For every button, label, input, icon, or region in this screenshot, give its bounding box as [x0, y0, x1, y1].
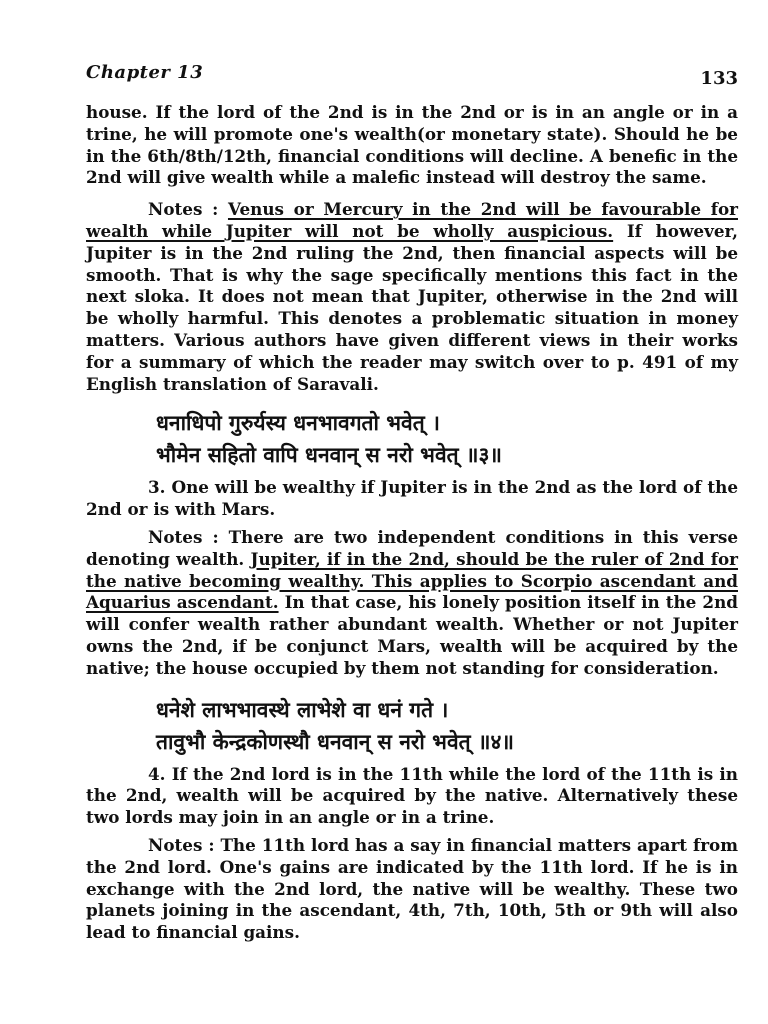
paragraph-continuation: house. If the lord of the 2nd is in the 2nd or is in an angle or in a trine, he will promote one's wealth(or monetary state). Should he be in the 6th/8th/12th, financial conditions will decline. A benefic in the 2nd will give wealth while a malefic instead will destroy the same.: [86, 102, 738, 188]
page-header: [86, 60, 738, 90]
notes-paragraph-2: [86, 527, 738, 680]
page-body: [86, 102, 738, 944]
notes-2-rest: In that case, his lonely position itself in the 2nd will confer wealth rather abundant wealth. Whether or not Jupiter owns the 2nd, if be conjunct Mars, wealth will be acquired by the native; the house occupied by them not standing for consideration.: [86, 592, 738, 678]
sanskrit-verse-3-line-1: धनाधिपो गुरुर्यस्य धनभावगतो भवेत् ।: [156, 411, 440, 436]
sanskrit-verse-4-line-2: तावुभौ केन्द्रकोणस्थौ धनवान् स नरो भवेत् ॥४॥: [156, 729, 514, 754]
sanskrit-verse-4-line-1: धनेशे लाभभावस्थे लाभेशे वा धनं गते ।: [156, 697, 449, 722]
notes-1-lead: Notes :: [148, 199, 228, 220]
page-number: 133: [700, 68, 738, 89]
notes-paragraph-3: Notes : The 11th lord has a say in financial matters apart from the 2nd lord. One's gains are indicated by the 11th lord. If he is in exchange with the 2nd lord, the native will be wealthy. These two planets joining in the ascendant, 4th, 7th, 10th, 5th or 9th will also lead to financial gains.: [86, 834, 738, 943]
notes-2-lead: Notes : There are two independent conditions in this verse denoting wealth.: [86, 526, 738, 569]
notes-1-underlined: Venus or Mercury in the 2nd will be favourable for wealth while Jupiter will not be wholly auspicious.: [86, 199, 738, 241]
sloka-4-translation: 4. If the 2nd lord is in the 11th while the lord of the 11th is in the 2nd, wealth will be acquired by the native. Alternatively these two lords may join in an angle or in a trine.: [86, 763, 738, 828]
notes-paragraph-1: [86, 199, 738, 395]
sloka-3-translation: 3. One will be wealthy if Jupiter is in the 2nd as the lord of the 2nd or is with Mars.: [86, 477, 738, 520]
sanskrit-verse-3-line-2: भौमेन सहितो वापि धनवान् स नरो भवेत् ॥३॥: [156, 443, 502, 468]
notes-1-rest: If however, Jupiter is in the 2nd ruling the 2nd, then financial aspects will be smooth. That is why the sage specifically mentions this fact in the next sloka. It does not mean that Jupiter, otherwise in the 2nd will be wholly harmful. This denotes a problematic situation in money matters. Various authors have given different views in their works for a summary of which the reader may switch over to p. 491 of my English translation of Saravali.: [86, 220, 738, 394]
chapter-title: Chapter 13: [86, 62, 204, 83]
notes-2-underlined: Jupiter, if in the 2nd, should be the ruler of 2nd for the native becoming wealthy. This applies to Scorpio ascendant and Aquarius ascendant.: [86, 548, 739, 613]
